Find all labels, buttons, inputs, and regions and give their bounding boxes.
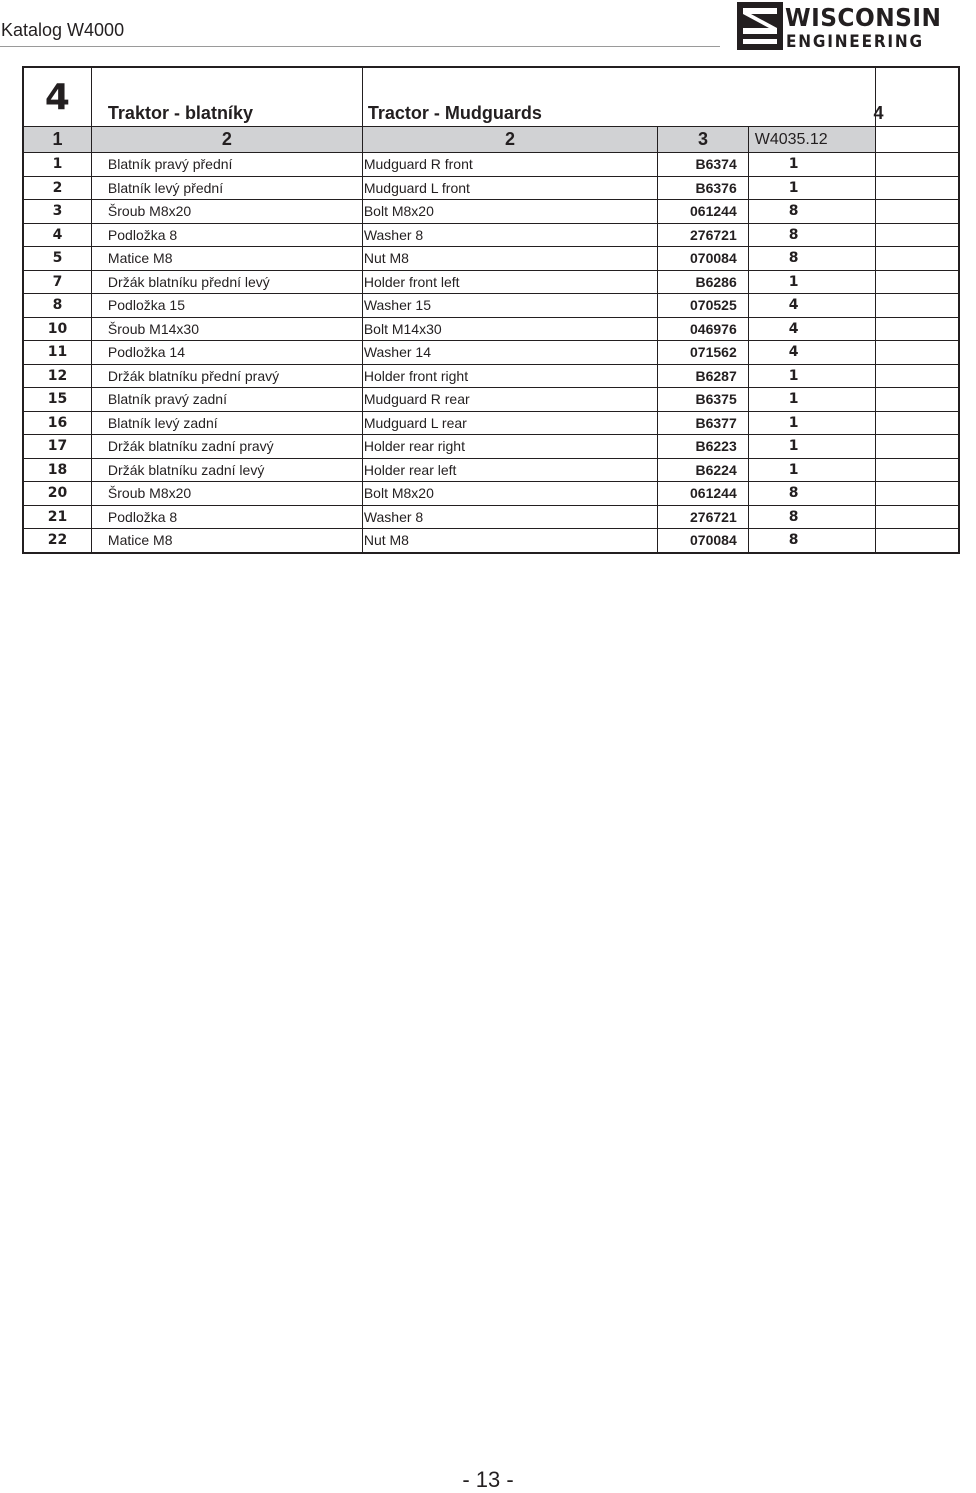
quantity-cell: 8 [748, 223, 875, 247]
name-en-cell: Mudguard L front [362, 176, 657, 200]
table-row [23, 364, 959, 388]
position-cell: 16 [23, 411, 91, 435]
position-cell: 21 [23, 505, 91, 529]
part-number-cell: B6287 [658, 364, 749, 388]
name-en-cell: Holder rear left [362, 458, 657, 482]
name-cz-cell: Blatník pravý zadní [91, 388, 362, 412]
part-number-cell: B6223 [658, 435, 749, 459]
name-cz-cell: Matice M8 [91, 529, 362, 553]
position-cell: 7 [23, 270, 91, 294]
name-en-cell: Bolt M14x30 [362, 317, 657, 341]
name-cz-cell: Držák blatníku přední levý [91, 270, 362, 294]
quantity-cell: 1 [748, 270, 875, 294]
name-cz-cell: Držák blatníku přední pravý [91, 364, 362, 388]
position-cell: 12 [23, 364, 91, 388]
quantity-cell: 4 [748, 294, 875, 318]
position-cell: 4 [23, 223, 91, 247]
section-title-en [362, 67, 875, 127]
quantity-cell: 1 [748, 411, 875, 435]
catalog-title: Katalog W4000 [1, 20, 125, 40]
blank-cell [875, 294, 959, 318]
blank-cell [875, 435, 959, 459]
name-en-cell: Mudguard L rear [362, 411, 657, 435]
table-title-row [23, 67, 959, 127]
quantity-cell: 4 [748, 317, 875, 341]
column-number-3: 3 [658, 127, 749, 153]
drawing-reference: W4035.12 [748, 127, 875, 153]
table-row [23, 153, 959, 177]
column-number-2b: 2 [362, 127, 657, 153]
blank-cell [875, 388, 959, 412]
position-cell: 5 [23, 247, 91, 271]
logo-wordmark-top: WISCONSIN [785, 3, 942, 32]
logo-emblem-icon [737, 2, 783, 50]
quantity-cell: 1 [748, 176, 875, 200]
name-cz-cell: Držák blatníku zadní levý [91, 458, 362, 482]
section-number-right-text: 4 [873, 103, 884, 123]
blank-cell [875, 317, 959, 341]
name-en-cell: Mudguard R rear [362, 388, 657, 412]
position-cell: 17 [23, 435, 91, 459]
quantity-cell: 1 [748, 458, 875, 482]
part-number-cell: B6375 [658, 388, 749, 412]
name-en-cell: Bolt M8x20 [362, 200, 657, 224]
position-cell: 18 [23, 458, 91, 482]
section-number-right [875, 67, 959, 127]
position-cell: 22 [23, 529, 91, 553]
name-en-cell: Mudguard R front [362, 153, 657, 177]
blank-cell [875, 270, 959, 294]
table-row [23, 505, 959, 529]
name-en-cell: Nut M8 [362, 529, 657, 553]
name-cz-cell: Matice M8 [91, 247, 362, 271]
name-cz-cell: Podložka 8 [91, 223, 362, 247]
table-row [23, 176, 959, 200]
table-row [23, 458, 959, 482]
quantity-cell: 8 [748, 482, 875, 506]
part-number-cell: 276721 [658, 505, 749, 529]
name-cz-cell: Podložka 14 [91, 341, 362, 365]
name-cz-cell: Šroub M8x20 [91, 200, 362, 224]
column-blank [875, 127, 959, 153]
quantity-cell: 8 [748, 529, 875, 553]
blank-cell [875, 176, 959, 200]
part-number-cell: 276721 [658, 223, 749, 247]
blank-cell [875, 153, 959, 177]
table-row [23, 388, 959, 412]
part-number-cell: 070084 [658, 247, 749, 271]
quantity-cell: 8 [748, 200, 875, 224]
section-number: 4 [23, 67, 91, 127]
position-cell: 1 [23, 153, 91, 177]
position-cell: 2 [23, 176, 91, 200]
name-cz-cell: Šroub M8x20 [91, 482, 362, 506]
part-number-cell: B6374 [658, 153, 749, 177]
quantity-cell: 1 [748, 435, 875, 459]
part-number-cell: 061244 [658, 482, 749, 506]
column-number-1: 1 [23, 127, 91, 153]
quantity-cell: 1 [748, 364, 875, 388]
name-en-cell: Holder rear right [362, 435, 657, 459]
section-title-en-text: Tractor - Mudguards [367, 103, 542, 123]
position-cell: 10 [23, 317, 91, 341]
table-row [23, 294, 959, 318]
quantity-cell: 8 [748, 247, 875, 271]
blank-cell [875, 223, 959, 247]
name-en-cell: Bolt M8x20 [362, 482, 657, 506]
part-number-cell: 070525 [658, 294, 749, 318]
part-number-cell: B6377 [658, 411, 749, 435]
quantity-cell: 1 [748, 153, 875, 177]
position-cell: 15 [23, 388, 91, 412]
section-title-cz: Traktor - blatníky [91, 67, 362, 127]
position-cell: 8 [23, 294, 91, 318]
part-number-cell: 046976 [658, 317, 749, 341]
part-number-cell: 061244 [658, 200, 749, 224]
name-cz-cell: Blatník pravý přední [91, 153, 362, 177]
position-cell: 11 [23, 341, 91, 365]
blank-cell [875, 364, 959, 388]
quantity-cell: 8 [748, 505, 875, 529]
parts-table [22, 66, 960, 554]
position-cell: 20 [23, 482, 91, 506]
table-row [23, 270, 959, 294]
name-cz-cell: Blatník levý zadní [91, 411, 362, 435]
blank-cell [875, 458, 959, 482]
blank-cell [875, 341, 959, 365]
part-number-cell: B6224 [658, 458, 749, 482]
part-number-cell: 071562 [658, 341, 749, 365]
name-en-cell: Holder front right [362, 364, 657, 388]
name-en-cell: Washer 14 [362, 341, 657, 365]
table-row [23, 411, 959, 435]
wisconsin-engineering-logo [737, 2, 942, 52]
table-row [23, 317, 959, 341]
table-row [23, 482, 959, 506]
part-number-cell: B6376 [658, 176, 749, 200]
table-row [23, 200, 959, 224]
name-en-cell: Washer 8 [362, 505, 657, 529]
name-en-cell: Washer 15 [362, 294, 657, 318]
header-divider [0, 46, 720, 47]
column-number-2a: 2 [91, 127, 362, 153]
name-cz-cell: Držák blatníku zadní pravý [91, 435, 362, 459]
name-cz-cell: Podložka 8 [91, 505, 362, 529]
table-row [23, 223, 959, 247]
name-cz-cell: Šroub M14x30 [91, 317, 362, 341]
name-cz-cell: Podložka 15 [91, 294, 362, 318]
position-cell: 3 [23, 200, 91, 224]
name-en-cell: Washer 8 [362, 223, 657, 247]
blank-cell [875, 200, 959, 224]
table-row [23, 529, 959, 553]
blank-cell [875, 529, 959, 553]
table-row [23, 247, 959, 271]
page-number: - 13 - [462, 1467, 514, 1492]
table-row [23, 341, 959, 365]
blank-cell [875, 247, 959, 271]
blank-cell [875, 482, 959, 506]
name-en-cell: Nut M8 [362, 247, 657, 271]
column-number-row [23, 127, 959, 153]
name-cz-cell: Blatník levý přední [91, 176, 362, 200]
table-row [23, 435, 959, 459]
blank-cell [875, 411, 959, 435]
name-en-cell: Holder front left [362, 270, 657, 294]
part-number-cell: 070084 [658, 529, 749, 553]
logo-wordmark-bottom: ENGINEERING [786, 32, 924, 52]
part-number-cell: B6286 [658, 270, 749, 294]
quantity-cell: 1 [748, 388, 875, 412]
quantity-cell: 4 [748, 341, 875, 365]
blank-cell [875, 505, 959, 529]
